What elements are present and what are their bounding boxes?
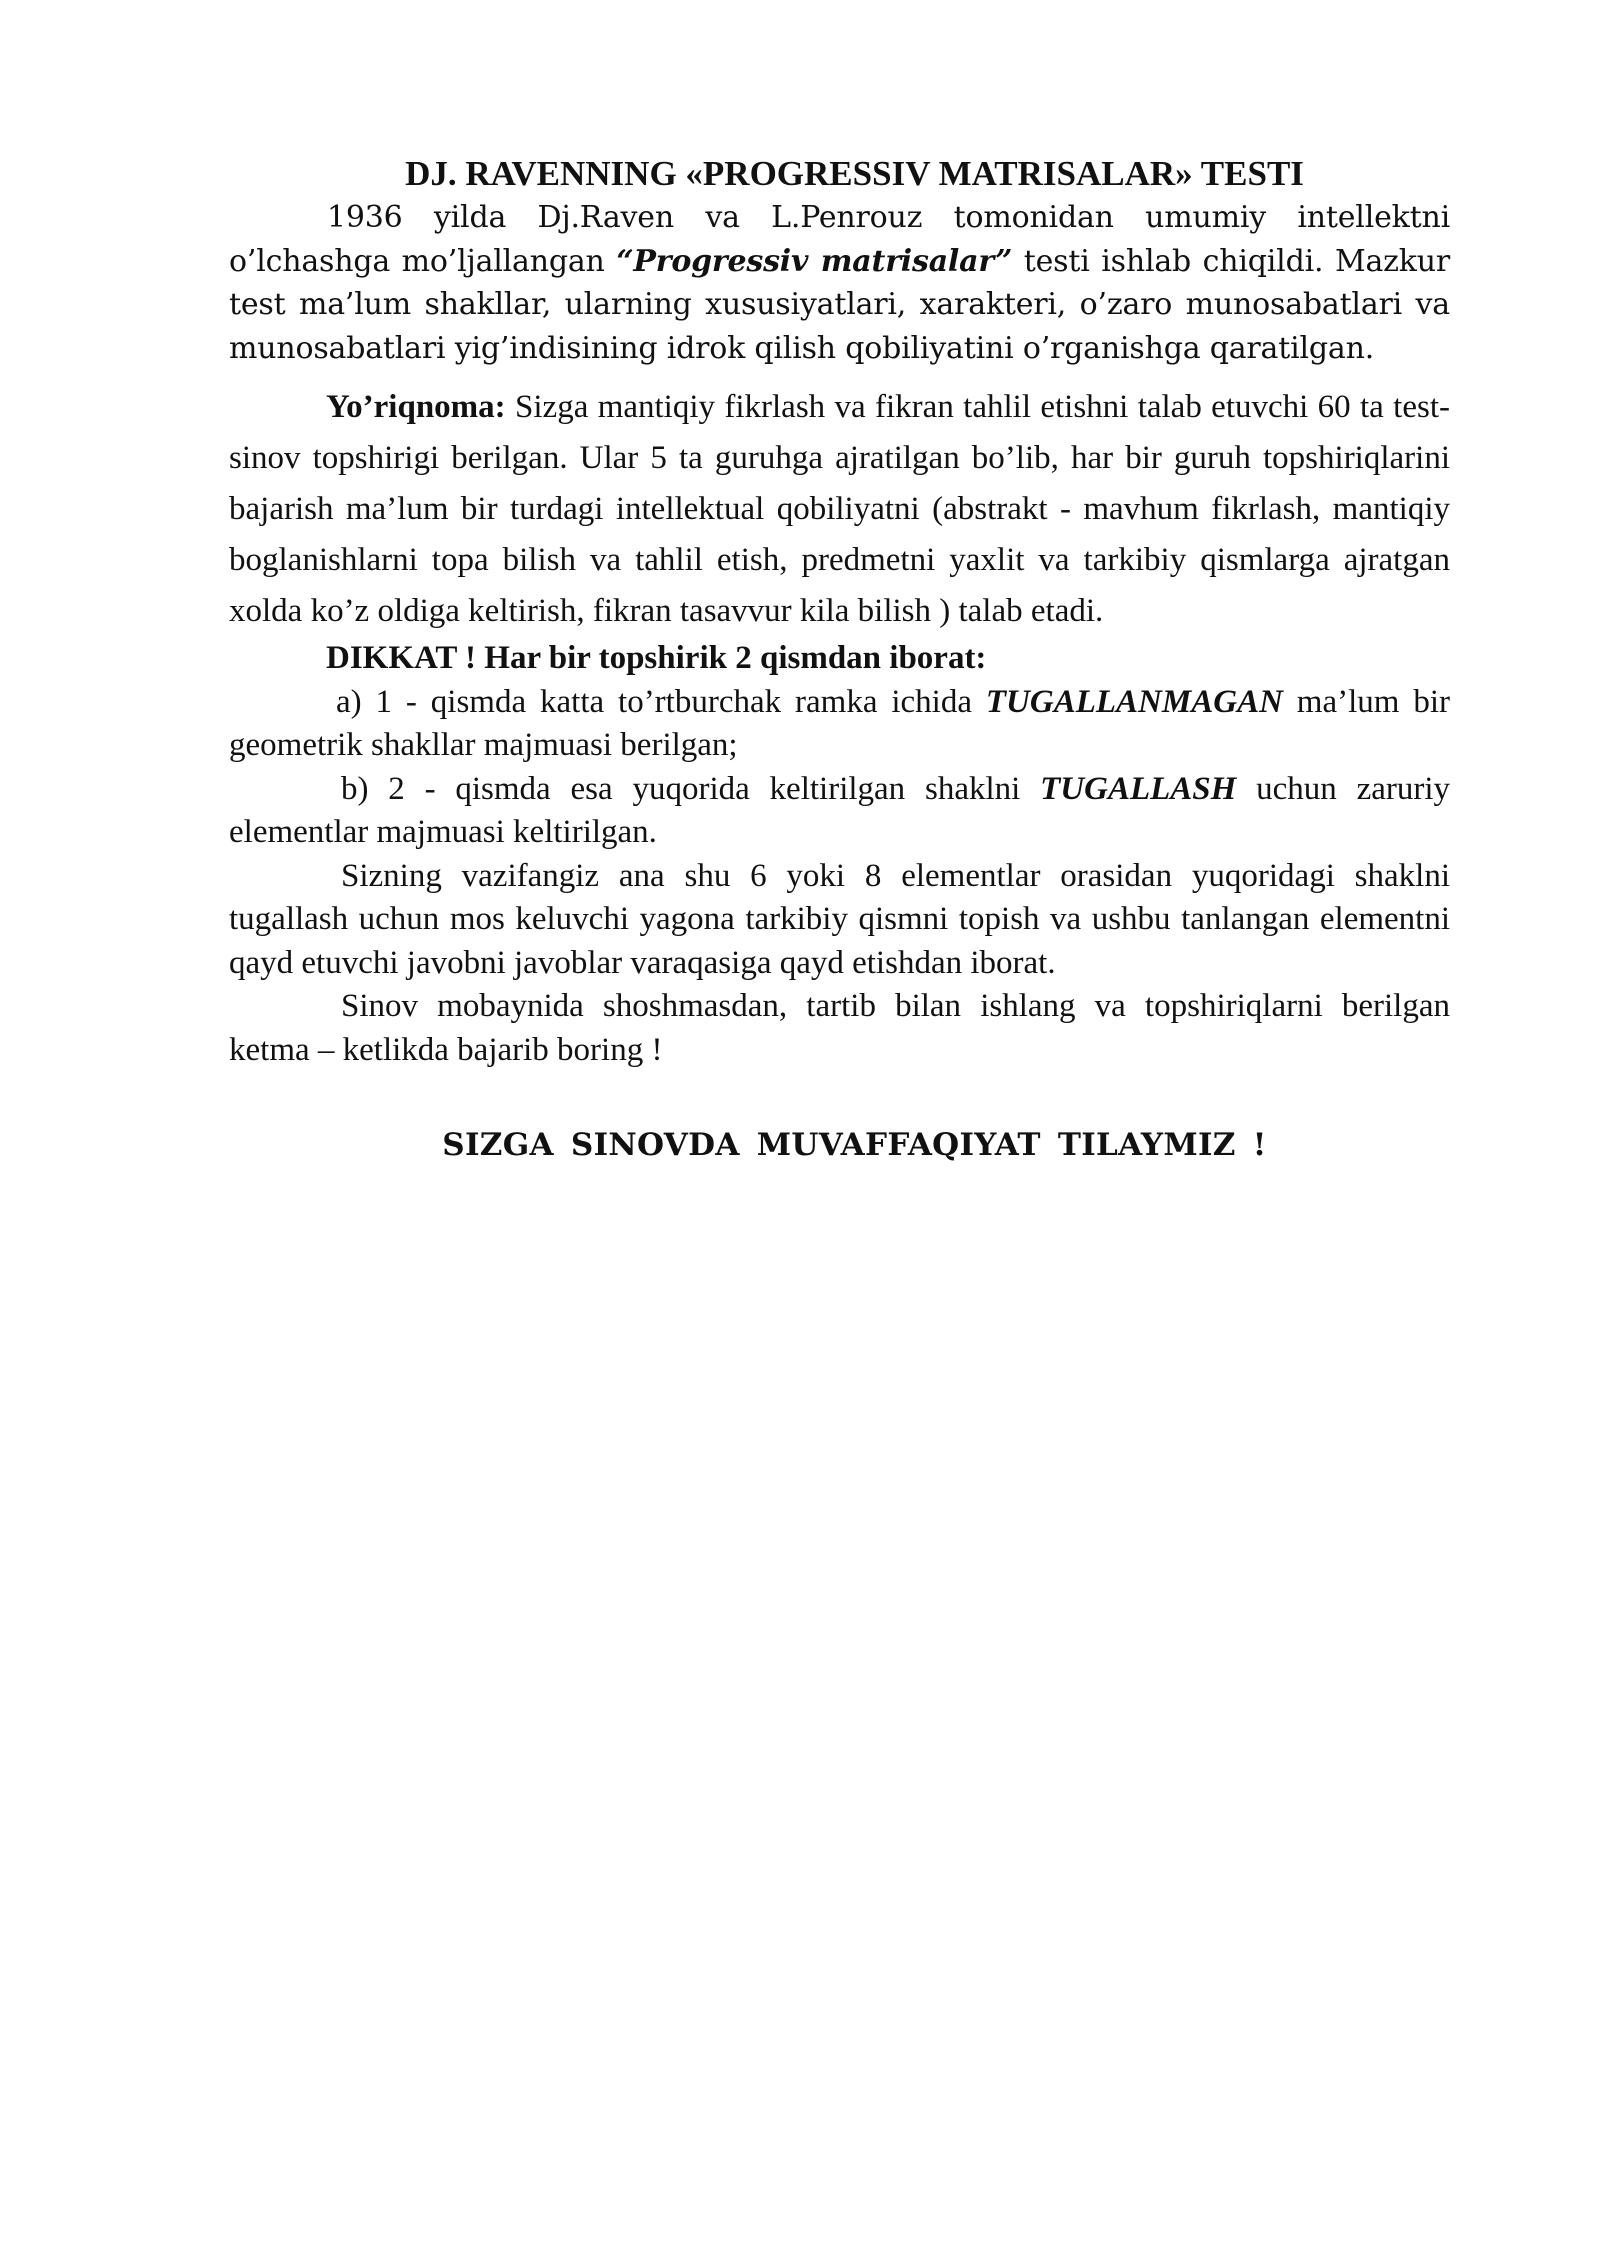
attention-heading: DIKKAT ! Har bir topshirik 2 qismdan iborat: — [326, 640, 987, 676]
part-b-paragraph — [229, 768, 1450, 855]
part-a-text-start: a) 1 - qismda katta to’rtburchak ramka ichida — [336, 683, 986, 720]
part-a-text-end: ma’lum bir geometrik shakllar majmuasi berilgan; — [229, 683, 1450, 763]
task-paragraph: Sizning vazifangiz ana shu 6 yoki 8 elementlar orasidan yuqoridagi shaklni tugallash uchun mos keluvchi yagona tarkibiy qismni topish va ushbu tanlangan elementni qayd etuvchi javobni javoblar varaqasiga qayd etishdan iborat. — [229, 857, 1450, 981]
intro-text-end: testi ishlab chiqildi. Mazkur test ma’lum shakllar, ularning xususiyatlari, xarakteri, o’zaro munosabatlari va munosabatlari yig’indisining idrok qilish qobiliyatini o’rganishga qaratilgan. — [229, 243, 1450, 366]
closing-wish: SIZGA SINOVDA MUVAFFAQIYAT TILAYMIZ ! — [442, 1127, 1267, 1163]
instructions-paragraph — [229, 382, 1450, 637]
advice-paragraph: Sinov mobaynida shoshmasdan, tartib bilan ishlang va topshiriqlarni berilgan ketma – ketlikda bajarib boring ! — [229, 988, 1450, 1068]
intro-text-start: 1936 yilda Dj.Raven va L.Penrouz tomonidan umumiy intellektni o’lchashga mo’ljallangan — [229, 200, 1450, 279]
part-a-emphasis: TUGALLANMAGAN — [985, 683, 1283, 720]
intro-emphasis: “Progressiv matrisalar” — [616, 243, 1013, 279]
part-b-text-end: uchun zaruriy elementlar majmuasi keltirilgan. — [229, 770, 1451, 850]
part-b-text-start: b) 2 - qismda esa yuqorida keltirilgan shaklni — [341, 770, 1041, 807]
part-a-paragraph — [229, 681, 1450, 768]
instructions-label: Yo’riqnoma: — [326, 389, 506, 425]
instructions-text: Sizga mantiqiy fikrlash va fikran tahlil etishni talab etuvchi 60 ta test-sinov topshirigi berilgan. Ular 5 ta guruhga ajratilgan bo’lib, har bir guruh topshiriqlarini bajarish ma’lum bir turdagi intellektual qobiliyatni (abstrakt - mavhum fikrlash, mantiqiy boglanishlarni topa bilish va tahlil etish, predmetni yaxlit va tarkibiy qismlarga ajratgan xolda ko’z oldiga keltirish, fikran tasavvur kila bilish ) talab etadi. — [229, 389, 1450, 629]
document-title: DJ. RAVENNING «PROGRESSIV MATRISALAR» TESTI — [405, 154, 1304, 193]
part-b-emphasis: TUGALLASH — [1040, 770, 1237, 807]
intro-paragraph — [229, 196, 1450, 370]
document-page — [229, 152, 1450, 1194]
